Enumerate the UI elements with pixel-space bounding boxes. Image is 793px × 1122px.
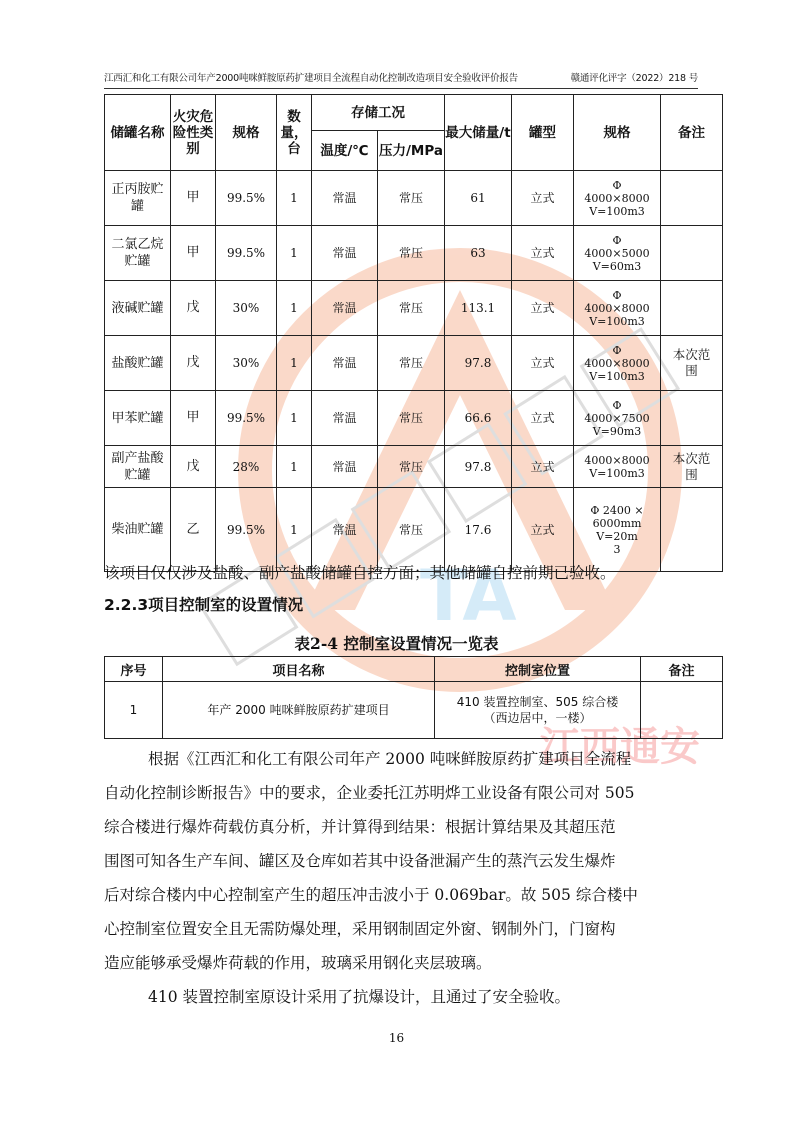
th-temperature: 温度/℃ <box>312 131 378 171</box>
temperature-cell: 常温 <box>312 336 378 391</box>
tank-note: 该项目仅仅涉及盐酸、副产盐酸储罐自控方面；其他储罐自控前期已验收。 <box>104 564 616 582</box>
fire-class-cell: 甲 <box>171 171 216 226</box>
spec-cell <box>574 391 661 446</box>
room-location-line: （西边居中，一楼） <box>483 711 592 725</box>
room-location-line: 410 装置控制室、505 综合楼 <box>456 695 619 709</box>
note-cell: 本次范围 <box>661 336 723 391</box>
table-row <box>105 391 723 446</box>
temperature-cell: 常温 <box>312 171 378 226</box>
max-storage-cell: 63 <box>445 226 512 281</box>
note-cell <box>661 226 723 281</box>
tank-type-cell: 立式 <box>512 446 574 488</box>
spec-line: V=100m3 <box>589 466 645 480</box>
grade-cell: 28% <box>216 446 277 488</box>
note-cell <box>661 391 723 446</box>
fire-class-cell: 甲 <box>171 226 216 281</box>
tank-type-cell: 立式 <box>512 488 574 572</box>
spec-line: Φ <box>612 178 622 192</box>
tank-name-cell: 液碱贮罐 <box>105 281 171 336</box>
spec-line: 6000mm <box>592 516 642 530</box>
max-storage-cell: 66.6 <box>445 391 512 446</box>
table-row <box>105 281 723 336</box>
count-cell: 1 <box>277 281 312 336</box>
tank-type-cell: 立式 <box>512 336 574 391</box>
th-location: 控制室位置 <box>435 657 641 682</box>
body-line: 造应能够承受爆炸荷载的作用，玻璃采用钢化夹层玻璃。 <box>104 954 492 972</box>
room-project: 年产 2000 吨咪鲜胺原药扩建项目 <box>163 682 435 739</box>
tank-type-cell: 立式 <box>512 226 574 281</box>
table-row <box>105 171 723 226</box>
th-tank-type: 罐型 <box>512 95 574 171</box>
th-count: 数量，台 <box>277 95 312 171</box>
fire-class-cell: 戊 <box>171 336 216 391</box>
th-no: 序号 <box>105 657 163 682</box>
body-line: 后对综合楼内中心控制室产生的超压冲击波小于 0.069bar。故 505 综合楼中 <box>104 886 638 904</box>
spec-line: V=60m3 <box>592 259 642 273</box>
count-cell: 1 <box>277 171 312 226</box>
note-cell: 本次范围 <box>661 446 723 488</box>
count-cell: 1 <box>277 488 312 572</box>
body-line: 综合楼进行爆炸荷载仿真分析，并计算得到结果：根据计算结果及其超压范 <box>104 818 616 836</box>
header-report-code: 赣通评化评字（2022）218 号 <box>570 73 698 84</box>
grade-cell: 99.5% <box>216 391 277 446</box>
pressure-cell: 常压 <box>378 446 445 488</box>
max-storage-cell: 97.8 <box>445 446 512 488</box>
spec-cell <box>574 336 661 391</box>
note-cell <box>661 281 723 336</box>
table-caption: 表2-4 控制室设置情况一览表 <box>294 634 499 653</box>
watermark-stamp: 江西通安 <box>540 724 700 770</box>
table-row <box>105 336 723 391</box>
th-max-storage: 最大储量/t <box>445 95 512 171</box>
spec-cell <box>574 281 661 336</box>
grade-cell: 99.5% <box>216 488 277 572</box>
th-storage-condition: 存储工况 <box>312 95 445 131</box>
th-pressure: 压力/MPa <box>378 131 445 171</box>
section-title: 2.2.3项目控制室的设置情况 <box>104 596 304 614</box>
room-location <box>435 682 641 739</box>
spec-line: 3 <box>613 542 621 556</box>
tank-table-body <box>105 171 723 572</box>
spec-line: V=100m3 <box>589 369 645 383</box>
spec-line: 4000×8000 <box>584 301 650 315</box>
temperature-cell: 常温 <box>312 281 378 336</box>
tank-name-cell: 二氯乙烷贮罐 <box>105 226 171 281</box>
max-storage-cell: 97.8 <box>445 336 512 391</box>
th-note: 备注 <box>661 95 723 171</box>
grade-cell: 99.5% <box>216 171 277 226</box>
spec-cell <box>574 446 661 488</box>
spec-line: V=100m3 <box>589 204 645 218</box>
tank-type-cell: 立式 <box>512 171 574 226</box>
body-paragraph-2: 410 装置控制室原设计采用了抗爆设计，且通过了安全验收。 <box>148 988 571 1006</box>
count-cell: 1 <box>277 336 312 391</box>
watermark-letters: TA <box>420 555 517 637</box>
spec-line: Φ <box>612 398 622 412</box>
spec-line: V=100m3 <box>589 314 645 328</box>
pressure-cell: 常压 <box>378 488 445 572</box>
grade-cell: 30% <box>216 336 277 391</box>
pressure-cell: 常压 <box>378 281 445 336</box>
spec-line: Φ 2400 × <box>590 503 644 517</box>
body-line: 根据《江西汇和化工有限公司年产 2000 吨咪鲜胺原药扩建项目全流程 <box>148 750 632 768</box>
fire-class-cell: 戊 <box>171 281 216 336</box>
max-storage-cell: 17.6 <box>445 488 512 572</box>
tank-type-cell: 立式 <box>512 391 574 446</box>
spec-line: V=20m <box>596 529 638 543</box>
spec-cell <box>574 226 661 281</box>
tank-table <box>104 94 723 572</box>
temperature-cell: 常温 <box>312 226 378 281</box>
tank-name-cell: 柴油贮罐 <box>105 488 171 572</box>
th-room-note: 备注 <box>641 657 723 682</box>
tank-name-cell: 正丙胺贮罐 <box>105 171 171 226</box>
th-fire-class: 火灾危险性类别 <box>171 95 216 171</box>
body-line: 心控制室位置安全且无需防爆处理，采用钢制固定外窗、钢制外门，门窗构 <box>104 920 616 938</box>
grade-cell: 30% <box>216 281 277 336</box>
spec-line: 4000×8000 <box>584 453 650 467</box>
page-number: 16 <box>388 1031 405 1045</box>
max-storage-cell: 61 <box>445 171 512 226</box>
spec-line: 4000×7500 <box>584 411 650 425</box>
pressure-cell: 常压 <box>378 171 445 226</box>
spec-line: 4000×8000 <box>584 191 650 205</box>
spec-line: Φ <box>612 288 622 302</box>
room-note <box>641 682 723 739</box>
spec-line: Φ <box>612 343 622 357</box>
control-room-table <box>104 656 723 739</box>
spec-line: Φ <box>612 233 622 247</box>
fire-class-cell: 乙 <box>171 488 216 572</box>
pressure-cell: 常压 <box>378 226 445 281</box>
temperature-cell: 常温 <box>312 446 378 488</box>
th-project: 项目名称 <box>163 657 435 682</box>
temperature-cell: 常温 <box>312 391 378 446</box>
count-cell: 1 <box>277 226 312 281</box>
tank-name-cell: 甲苯贮罐 <box>105 391 171 446</box>
body-line: 围图可知各生产车间、罐区及仓库如若其中设备泄漏产生的蒸汽云发生爆炸 <box>104 852 616 870</box>
tank-name-cell: 副产盐酸贮罐 <box>105 446 171 488</box>
room-no: 1 <box>105 682 163 739</box>
header-title: 江西汇和化工有限公司年产2000吨咪鲜胺原药扩建项目全流程自动化控制改造项目安全验收评价报告 <box>104 73 518 84</box>
fire-class-cell: 戊 <box>171 446 216 488</box>
note-cell <box>661 171 723 226</box>
fire-class-cell: 甲 <box>171 391 216 446</box>
temperature-cell: 常温 <box>312 488 378 572</box>
th-grade: 规格 <box>216 95 277 171</box>
page-header <box>104 70 698 89</box>
grade-cell: 99.5% <box>216 226 277 281</box>
spec-cell <box>574 171 661 226</box>
note-cell <box>661 488 723 572</box>
th-tank-name: 储罐名称 <box>105 95 171 171</box>
pressure-cell: 常压 <box>378 391 445 446</box>
th-spec: 规格 <box>574 95 661 171</box>
body-line: 自动化控制诊断报告》中的要求，企业委托江苏明烨工业设备有限公司对 505 <box>104 784 635 802</box>
pressure-cell: 常压 <box>378 336 445 391</box>
tank-type-cell: 立式 <box>512 281 574 336</box>
table-row <box>105 682 723 739</box>
spec-line: 4000×5000 <box>584 246 650 260</box>
count-cell: 1 <box>277 391 312 446</box>
tank-name-cell: 盐酸贮罐 <box>105 336 171 391</box>
max-storage-cell: 113.1 <box>445 281 512 336</box>
spec-line: 4000×8000 <box>584 356 650 370</box>
spec-line: V=90m3 <box>592 424 642 438</box>
table-row <box>105 446 723 488</box>
table-row <box>105 226 723 281</box>
count-cell: 1 <box>277 446 312 488</box>
